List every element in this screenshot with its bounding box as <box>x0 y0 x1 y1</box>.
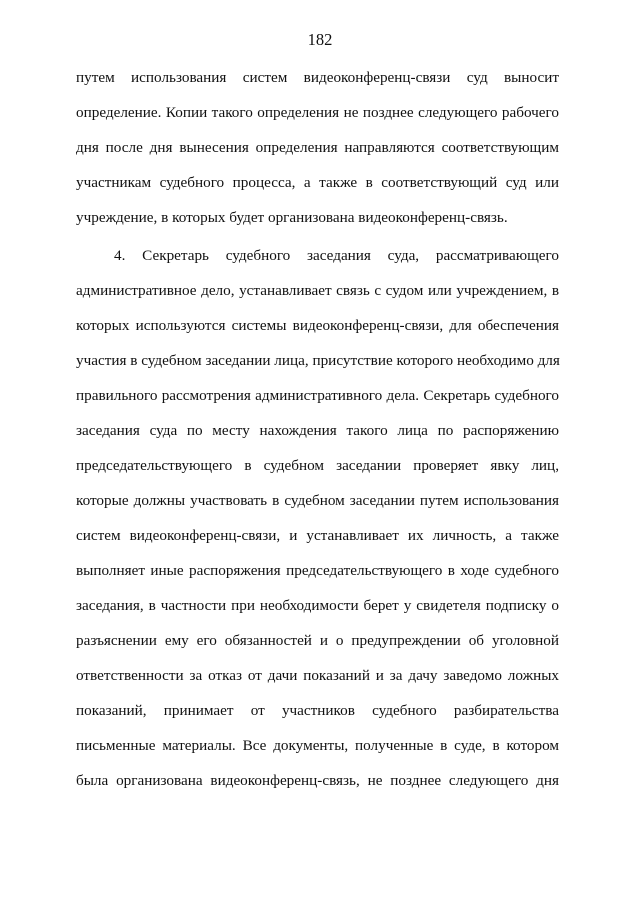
text-line: путем использования систем видеоконференц-связи суд выносит <box>76 69 559 86</box>
text-line: выполняет иные распоряжения председательствующего в ходе судебного <box>76 562 559 579</box>
text-line: 4. Секретарь судебного заседания суда, рассматривающего <box>114 247 559 264</box>
text-line: заседания суда по месту нахождения такого лица по распоряжению <box>76 422 559 439</box>
text-line: правильного рассмотрения административного дела. Секретарь судебного <box>76 387 559 404</box>
text-line: показаний, принимает от участников судебного разбирательства <box>76 702 559 719</box>
paragraph <box>76 69 559 244</box>
page-number: 182 <box>307 30 333 49</box>
text-line: которых используются системы видеоконференц-связи, для обеспечения <box>76 317 559 334</box>
text-line: дня после дня вынесения определения направляются соответствующим <box>76 139 559 156</box>
text-line: председательствующего в судебном заседании проверяет явку лиц, <box>76 457 559 474</box>
text-line: участия в судебном заседании лица, присутствие которого необходимо для <box>76 352 560 369</box>
paragraph <box>76 247 559 807</box>
text-line: была организована видеоконференц-связь, не позднее следующего дня <box>76 772 559 789</box>
text-line: которые должны участвовать в судебном заседании путем использования <box>76 492 559 509</box>
text-line: участникам судебного процесса, а также в соответствующий суд или <box>76 174 559 191</box>
text-line: письменные материалы. Все документы, полученные в суде, в котором <box>76 737 559 754</box>
text-line: административное дело, устанавливает связь с судом или учреждением, в <box>76 282 559 299</box>
text-line: учреждение, в которых будет организована видеоконференц-связь. <box>76 209 508 226</box>
text-line: разъяснении ему его обязанностей и о предупреждении об уголовной <box>76 632 559 649</box>
document-body <box>76 69 559 807</box>
text-line: ответственности за отказ от дачи показаний и за дачу заведомо ложных <box>76 667 559 684</box>
text-line: заседания, в частности при необходимости берет у свидетеля подписку о <box>76 597 559 614</box>
text-line: систем видеоконференц-связи, и устанавливает их личность, а также <box>76 527 559 544</box>
text-line: определение. Копии такого определения не позднее следующего рабочего <box>76 104 559 121</box>
